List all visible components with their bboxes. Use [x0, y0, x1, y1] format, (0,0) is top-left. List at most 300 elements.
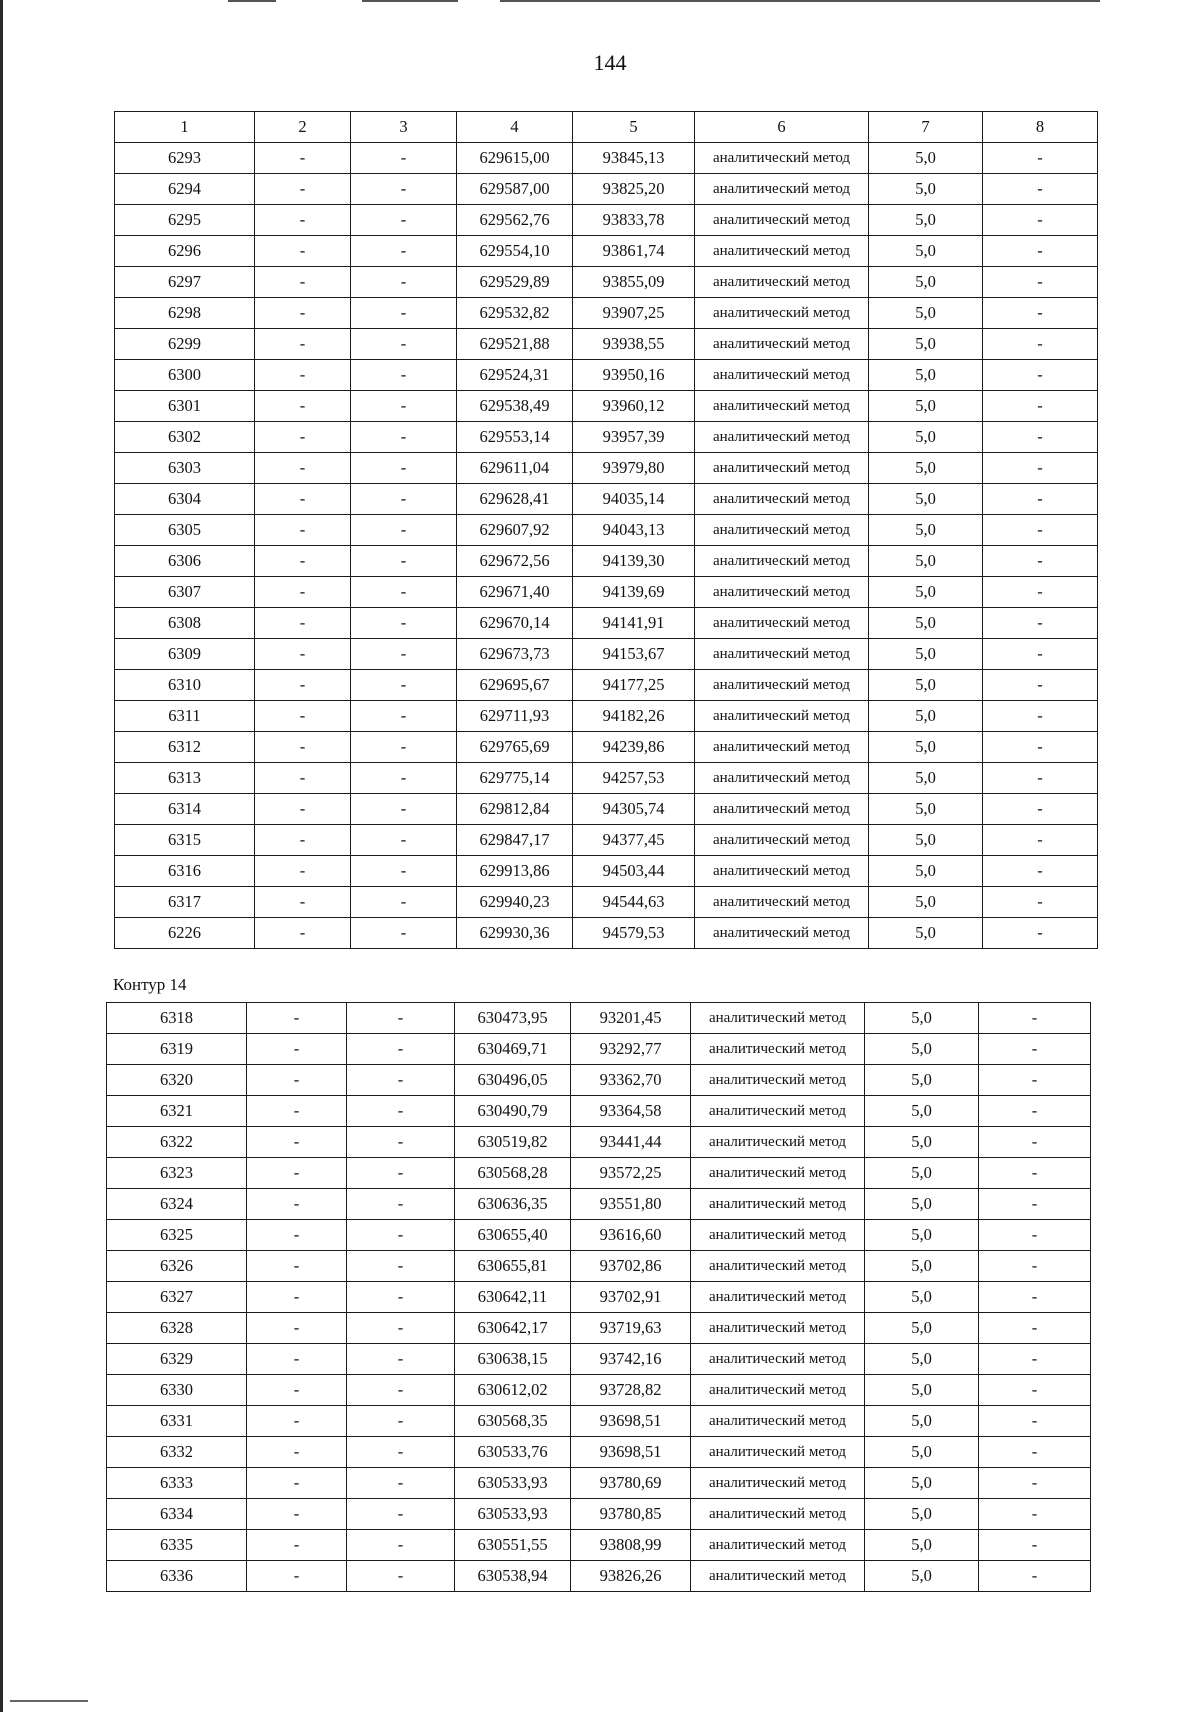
- table-cell: 629913,86: [457, 856, 573, 887]
- table-cell: 93780,69: [571, 1468, 691, 1499]
- table-cell: -: [351, 608, 457, 639]
- table-cell: 6320: [107, 1065, 247, 1096]
- table-row: [107, 1189, 1091, 1220]
- table-cell: 93719,63: [571, 1313, 691, 1344]
- table-cell: -: [983, 825, 1098, 856]
- table-cell: 629562,76: [457, 205, 573, 236]
- table-cell: 6310: [115, 670, 255, 701]
- table-row: [115, 391, 1098, 422]
- table-row: [115, 236, 1098, 267]
- table-cell: 6336: [107, 1561, 247, 1592]
- top-edge-rule-3: [500, 0, 1100, 2]
- table-cell: 93572,25: [571, 1158, 691, 1189]
- table-cell: 6313: [115, 763, 255, 794]
- table-cell: аналитический метод: [691, 1220, 865, 1251]
- table-cell: 5,0: [865, 1034, 979, 1065]
- table-cell: 5,0: [869, 608, 983, 639]
- table-cell: 630538,94: [455, 1561, 571, 1592]
- table-row: [107, 1282, 1091, 1313]
- table-cell: -: [255, 143, 351, 174]
- table-row: [107, 1530, 1091, 1561]
- table-cell: -: [347, 1530, 455, 1561]
- table-cell: 5,0: [865, 1220, 979, 1251]
- table-cell: 629553,14: [457, 422, 573, 453]
- table-cell: аналитический метод: [691, 1189, 865, 1220]
- table-cell: 6297: [115, 267, 255, 298]
- table-cell: -: [255, 205, 351, 236]
- table-cell: 629695,67: [457, 670, 573, 701]
- table-cell: 5,0: [865, 1065, 979, 1096]
- table-cell: 630612,02: [455, 1375, 571, 1406]
- table-cell: аналитический метод: [695, 391, 869, 422]
- table-cell: -: [255, 515, 351, 546]
- table-cell: 6295: [115, 205, 255, 236]
- table-cell: 630642,17: [455, 1313, 571, 1344]
- table-cell: -: [983, 391, 1098, 422]
- table-cell: 5,0: [865, 1406, 979, 1437]
- table-row: [107, 1561, 1091, 1592]
- table-cell: 630655,40: [455, 1220, 571, 1251]
- table-cell: 5,0: [865, 1127, 979, 1158]
- table-cell: 5,0: [865, 1468, 979, 1499]
- table-cell: 630655,81: [455, 1251, 571, 1282]
- table-cell: 5,0: [869, 763, 983, 794]
- table-cell: -: [983, 453, 1098, 484]
- table-cell: 6323: [107, 1158, 247, 1189]
- table-cell: -: [979, 1282, 1091, 1313]
- table-cell: 93957,39: [573, 422, 695, 453]
- table-cell: -: [983, 515, 1098, 546]
- table-cell: 5,0: [865, 1499, 979, 1530]
- table-cell: -: [255, 236, 351, 267]
- table-row: [115, 794, 1098, 825]
- table-cell: 6298: [115, 298, 255, 329]
- table-cell: -: [351, 174, 457, 205]
- header-cell: 3: [351, 112, 457, 143]
- table-cell: 94177,25: [573, 670, 695, 701]
- table-cell: -: [979, 1375, 1091, 1406]
- table-cell: аналитический метод: [691, 1282, 865, 1313]
- table-cell: 630490,79: [455, 1096, 571, 1127]
- table-cell: -: [347, 1127, 455, 1158]
- table-cell: 6330: [107, 1375, 247, 1406]
- table-cell: -: [983, 236, 1098, 267]
- table-cell: -: [247, 1468, 347, 1499]
- table-cell: 629711,93: [457, 701, 573, 732]
- table-cell: 5,0: [869, 918, 983, 949]
- table-row: [115, 360, 1098, 391]
- table-cell: -: [979, 1034, 1091, 1065]
- table-cell: -: [979, 1530, 1091, 1561]
- table-cell: 93728,82: [571, 1375, 691, 1406]
- table-cell: -: [983, 484, 1098, 515]
- table-cell: -: [351, 639, 457, 670]
- table-cell: 629765,69: [457, 732, 573, 763]
- table-cell: -: [351, 670, 457, 701]
- table-cell: -: [255, 794, 351, 825]
- table-cell: 6301: [115, 391, 255, 422]
- table-cell: 5,0: [869, 856, 983, 887]
- table-cell: аналитический метод: [691, 1499, 865, 1530]
- table-cell: аналитический метод: [695, 484, 869, 515]
- table-cell: -: [351, 577, 457, 608]
- table-cell: 6315: [115, 825, 255, 856]
- table-cell: 93702,91: [571, 1282, 691, 1313]
- table-cell: -: [247, 1189, 347, 1220]
- table-cell: 5,0: [869, 670, 983, 701]
- table-cell: 94579,53: [573, 918, 695, 949]
- table-cell: 629538,49: [457, 391, 573, 422]
- table-cell: 93551,80: [571, 1189, 691, 1220]
- table-cell: -: [351, 701, 457, 732]
- table-cell: аналитический метод: [691, 1344, 865, 1375]
- table-cell: 5,0: [865, 1096, 979, 1127]
- table-cell: -: [255, 763, 351, 794]
- table-cell: аналитический метод: [695, 174, 869, 205]
- header-cell: 7: [869, 112, 983, 143]
- table-cell: -: [247, 1034, 347, 1065]
- table-cell: -: [351, 236, 457, 267]
- table-cell: 5,0: [869, 732, 983, 763]
- table-cell: 5,0: [869, 422, 983, 453]
- table-cell: -: [255, 701, 351, 732]
- table-cell: -: [347, 1375, 455, 1406]
- table-cell: -: [255, 484, 351, 515]
- table-cell: -: [983, 763, 1098, 794]
- table-cell: аналитический метод: [695, 143, 869, 174]
- table-cell: -: [979, 1189, 1091, 1220]
- table-cell: 629628,41: [457, 484, 573, 515]
- table-cell: аналитический метод: [695, 577, 869, 608]
- table-cell: 6328: [107, 1313, 247, 1344]
- table-row: [115, 143, 1098, 174]
- table-cell: -: [979, 1313, 1091, 1344]
- table-cell: 629673,73: [457, 639, 573, 670]
- table-cell: 94377,45: [573, 825, 695, 856]
- table-row: [115, 670, 1098, 701]
- table-cell: аналитический метод: [695, 236, 869, 267]
- table-cell: -: [979, 1003, 1091, 1034]
- header-cell: 4: [457, 112, 573, 143]
- table-cell: аналитический метод: [691, 1313, 865, 1344]
- table-row: [107, 1127, 1091, 1158]
- table-cell: аналитический метод: [691, 1437, 865, 1468]
- table-cell: -: [983, 887, 1098, 918]
- table-cell: 5,0: [869, 391, 983, 422]
- table-cell: -: [979, 1468, 1091, 1499]
- table-row: [115, 825, 1098, 856]
- table-row: [115, 329, 1098, 360]
- table-cell: -: [351, 515, 457, 546]
- table-cell: аналитический метод: [695, 267, 869, 298]
- table-cell: аналитический метод: [691, 1561, 865, 1592]
- table-cell: 629672,56: [457, 546, 573, 577]
- coordinates-table-top: [114, 111, 1098, 949]
- table-cell: 93950,16: [573, 360, 695, 391]
- table-row: [115, 298, 1098, 329]
- table-cell: 6299: [115, 329, 255, 360]
- table-cell: -: [351, 546, 457, 577]
- table-cell: -: [347, 1313, 455, 1344]
- table-cell: 629930,36: [457, 918, 573, 949]
- table-cell: -: [351, 298, 457, 329]
- table-cell: -: [979, 1499, 1091, 1530]
- table-cell: -: [983, 267, 1098, 298]
- table-row: [107, 1468, 1091, 1499]
- table-row: [107, 1499, 1091, 1530]
- table-cell: -: [979, 1158, 1091, 1189]
- header-cell: 1: [115, 112, 255, 143]
- table-cell: 5,0: [865, 1313, 979, 1344]
- table-cell: 94503,44: [573, 856, 695, 887]
- table-cell: 93698,51: [571, 1406, 691, 1437]
- table-row: [115, 546, 1098, 577]
- table-cell: аналитический метод: [695, 205, 869, 236]
- table-cell: 5,0: [869, 236, 983, 267]
- table-cell: -: [983, 856, 1098, 887]
- table-cell: 5,0: [869, 329, 983, 360]
- table-cell: 5,0: [869, 453, 983, 484]
- table-cell: 5,0: [869, 174, 983, 205]
- table-cell: 5,0: [869, 298, 983, 329]
- table-cell: 630642,11: [455, 1282, 571, 1313]
- table-cell: -: [347, 1251, 455, 1282]
- table-cell: 630568,35: [455, 1406, 571, 1437]
- table-cell: -: [983, 546, 1098, 577]
- table-cell: -: [979, 1065, 1091, 1096]
- table-row: [115, 515, 1098, 546]
- table-row: [115, 422, 1098, 453]
- table-cell: 5,0: [865, 1158, 979, 1189]
- table-cell: 5,0: [865, 1530, 979, 1561]
- table-cell: -: [351, 763, 457, 794]
- table-cell: 630638,15: [455, 1344, 571, 1375]
- table-cell: -: [255, 391, 351, 422]
- table-cell: 6226: [115, 918, 255, 949]
- table-cell: 6326: [107, 1251, 247, 1282]
- table-cell: 6314: [115, 794, 255, 825]
- table-cell: -: [979, 1406, 1091, 1437]
- top-edge-rule-1: [228, 0, 276, 2]
- table-cell: -: [247, 1406, 347, 1437]
- table-cell: -: [347, 1468, 455, 1499]
- table-row: [107, 1065, 1091, 1096]
- table-cell: 629529,89: [457, 267, 573, 298]
- table-cell: -: [255, 577, 351, 608]
- table-cell: 94035,14: [573, 484, 695, 515]
- table-cell: 94239,86: [573, 732, 695, 763]
- table-cell: -: [347, 1344, 455, 1375]
- table-cell: 6308: [115, 608, 255, 639]
- table-row: [115, 577, 1098, 608]
- table-cell: 94141,91: [573, 608, 695, 639]
- table-cell: аналитический метод: [695, 453, 869, 484]
- table-cell: 5,0: [869, 515, 983, 546]
- table-cell: -: [351, 360, 457, 391]
- table-cell: 94043,13: [573, 515, 695, 546]
- table-cell: 630473,95: [455, 1003, 571, 1034]
- table-cell: аналитический метод: [695, 298, 869, 329]
- table-cell: -: [347, 1158, 455, 1189]
- table-cell: -: [983, 639, 1098, 670]
- table-cell: 6300: [115, 360, 255, 391]
- table-cell: 5,0: [869, 360, 983, 391]
- table-cell: аналитический метод: [691, 1251, 865, 1282]
- table-cell: -: [351, 825, 457, 856]
- table-cell: 6303: [115, 453, 255, 484]
- table-cell: -: [255, 639, 351, 670]
- table-cell: 630533,93: [455, 1499, 571, 1530]
- table-row: [107, 1158, 1091, 1189]
- table-cell: аналитический метод: [691, 1034, 865, 1065]
- table-cell: 93698,51: [571, 1437, 691, 1468]
- table-cell: -: [351, 205, 457, 236]
- table-cell: -: [255, 298, 351, 329]
- table-cell: -: [983, 360, 1098, 391]
- table-cell: 5,0: [865, 1375, 979, 1406]
- table-cell: -: [247, 1127, 347, 1158]
- table-cell: -: [255, 887, 351, 918]
- table-cell: 93907,25: [573, 298, 695, 329]
- table-cell: -: [351, 732, 457, 763]
- table-cell: 5,0: [869, 825, 983, 856]
- table-cell: аналитический метод: [691, 1406, 865, 1437]
- table-row: [115, 701, 1098, 732]
- table-cell: 93861,74: [573, 236, 695, 267]
- table-cell: 93938,55: [573, 329, 695, 360]
- table-cell: 5,0: [869, 794, 983, 825]
- table-cell: 629554,10: [457, 236, 573, 267]
- table-cell: аналитический метод: [695, 732, 869, 763]
- table-cell: -: [979, 1437, 1091, 1468]
- table-cell: 94257,53: [573, 763, 695, 794]
- table-row: [107, 1344, 1091, 1375]
- table-cell: -: [347, 1096, 455, 1127]
- table-cell: аналитический метод: [695, 701, 869, 732]
- table-cell: аналитический метод: [695, 918, 869, 949]
- table-cell: аналитический метод: [691, 1530, 865, 1561]
- table-cell: 93979,80: [573, 453, 695, 484]
- table-cell: 6319: [107, 1034, 247, 1065]
- header-cell: 2: [255, 112, 351, 143]
- table-row: [107, 1313, 1091, 1344]
- table-cell: -: [255, 267, 351, 298]
- table-cell: 630496,05: [455, 1065, 571, 1096]
- table-cell: 629587,00: [457, 174, 573, 205]
- header-cell: 5: [573, 112, 695, 143]
- table-cell: аналитический метод: [695, 546, 869, 577]
- table-cell: 6304: [115, 484, 255, 515]
- table-row: [107, 1096, 1091, 1127]
- table-cell: 93960,12: [573, 391, 695, 422]
- table-cell: 6305: [115, 515, 255, 546]
- table-cell: 6307: [115, 577, 255, 608]
- table-cell: -: [351, 143, 457, 174]
- table-row: [115, 887, 1098, 918]
- table-cell: аналитический метод: [695, 360, 869, 391]
- table-cell: 6296: [115, 236, 255, 267]
- table-cell: -: [351, 391, 457, 422]
- table-header-row: [115, 112, 1098, 143]
- table-cell: -: [255, 670, 351, 701]
- table-cell: -: [983, 205, 1098, 236]
- table-cell: -: [347, 1282, 455, 1313]
- table-cell: -: [347, 1220, 455, 1251]
- table-cell: аналитический метод: [695, 887, 869, 918]
- table-cell: 94153,67: [573, 639, 695, 670]
- table-cell: 93702,86: [571, 1251, 691, 1282]
- table-cell: -: [351, 856, 457, 887]
- table-cell: 6321: [107, 1096, 247, 1127]
- table-cell: 93364,58: [571, 1096, 691, 1127]
- section-label-contour: Контур 14: [113, 975, 187, 994]
- table-cell: аналитический метод: [695, 515, 869, 546]
- table-cell: 629670,14: [457, 608, 573, 639]
- table-cell: 6335: [107, 1530, 247, 1561]
- table-cell: 94182,26: [573, 701, 695, 732]
- table-row: [115, 608, 1098, 639]
- table-cell: -: [247, 1313, 347, 1344]
- table-cell: -: [255, 546, 351, 577]
- table-row: [115, 484, 1098, 515]
- table-cell: -: [247, 1437, 347, 1468]
- table-cell: 6311: [115, 701, 255, 732]
- table-cell: -: [347, 1561, 455, 1592]
- table-cell: -: [347, 1189, 455, 1220]
- table-cell: 5,0: [865, 1437, 979, 1468]
- table-row: [107, 1034, 1091, 1065]
- table-cell: аналитический метод: [691, 1096, 865, 1127]
- table-cell: -: [979, 1096, 1091, 1127]
- table-cell: -: [979, 1220, 1091, 1251]
- table-cell: 629524,31: [457, 360, 573, 391]
- table-cell: 93833,78: [573, 205, 695, 236]
- table-cell: -: [255, 360, 351, 391]
- table-cell: 629521,88: [457, 329, 573, 360]
- table-cell: -: [983, 422, 1098, 453]
- table-cell: -: [351, 484, 457, 515]
- top-edge-rule-2: [362, 0, 458, 2]
- table-cell: 6331: [107, 1406, 247, 1437]
- table-cell: -: [247, 1065, 347, 1096]
- table-cell: 6316: [115, 856, 255, 887]
- table-cell: 6329: [107, 1344, 247, 1375]
- table-cell: 630533,93: [455, 1468, 571, 1499]
- table-cell: 6334: [107, 1499, 247, 1530]
- table-cell: -: [351, 422, 457, 453]
- table-cell: 630568,28: [455, 1158, 571, 1189]
- table-cell: 5,0: [869, 205, 983, 236]
- table-cell: 6324: [107, 1189, 247, 1220]
- table-row: [107, 1406, 1091, 1437]
- table-cell: 629940,23: [457, 887, 573, 918]
- table-cell: 5,0: [869, 701, 983, 732]
- table-cell: -: [979, 1561, 1091, 1592]
- table-cell: 93845,13: [573, 143, 695, 174]
- table-cell: -: [347, 1499, 455, 1530]
- table-cell: -: [983, 732, 1098, 763]
- table-cell: -: [983, 143, 1098, 174]
- table-cell: -: [983, 298, 1098, 329]
- bottom-edge-mark: [10, 1700, 88, 1702]
- table-cell: 6294: [115, 174, 255, 205]
- table-cell: -: [247, 1499, 347, 1530]
- table-cell: 629607,92: [457, 515, 573, 546]
- table-cell: -: [247, 1282, 347, 1313]
- table-cell: аналитический метод: [695, 763, 869, 794]
- table-cell: -: [247, 1096, 347, 1127]
- table-row: [115, 174, 1098, 205]
